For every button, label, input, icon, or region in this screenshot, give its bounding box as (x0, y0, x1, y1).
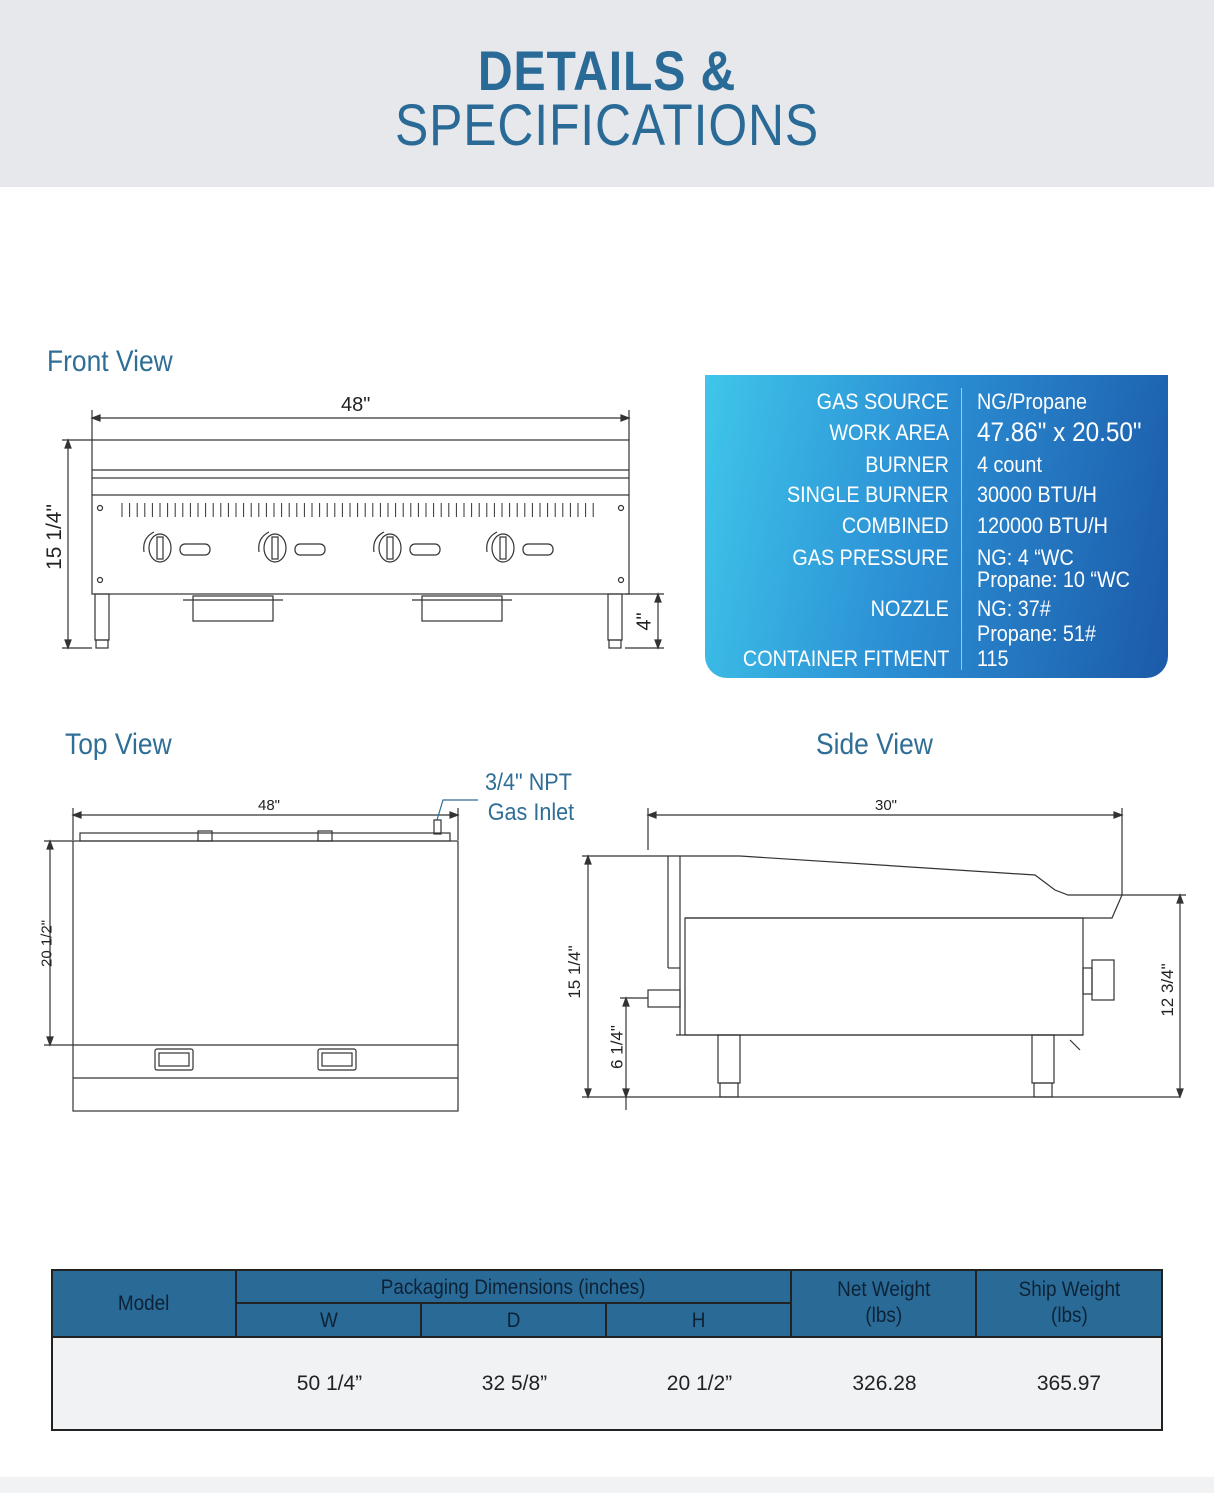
spec-label-combined: COMBINED (842, 513, 949, 538)
spec-value-single-burner: 30000 BTU/H (977, 482, 1097, 507)
gas-inlet-note-line1: 3/4" NPT (485, 769, 572, 796)
th-d: D (422, 1304, 607, 1336)
spec-value-work-area: 47.86" x 20.50" (977, 417, 1142, 447)
front-leg-label: 4" (633, 612, 656, 631)
spec-value-burner: 4 count (977, 452, 1042, 477)
spec-label-single-burner: SINGLE BURNER (787, 482, 949, 507)
th-net-weight: Net Weight (lbs) (792, 1271, 977, 1336)
gas-inlet-note-line2: Gas Inlet (487, 799, 575, 826)
spec-value-gas-pressure-ng: NG: 4 “WC (977, 545, 1074, 570)
td-w: 50 1/4” (296, 1372, 363, 1395)
top-view-title: Top View (65, 728, 172, 761)
side-height-label: 15 1/4" (565, 945, 584, 999)
front-width-label: 48" (341, 394, 371, 416)
th-w: W (237, 1304, 422, 1336)
top-width-label: 48" (258, 797, 281, 814)
footer-band (0, 1477, 1214, 1493)
spec-value-combined: 120000 BTU/H (977, 513, 1108, 538)
spec-label-gas-pressure: GAS PRESSURE (792, 545, 949, 570)
td-h: 20 1/2” (666, 1372, 733, 1395)
th-model: Model (53, 1271, 237, 1336)
td-net-weight: 326.28 (852, 1372, 917, 1395)
spec-value-container-fitment: 115 (977, 646, 1009, 671)
spec-label-work-area: WORK AREA (829, 420, 949, 445)
spec-label-container-fitment: CONTAINER FITMENT (742, 646, 949, 671)
top-depth-label: 20 1/2" (38, 919, 56, 968)
spec-label-nozzle: NOZZLE (870, 596, 949, 621)
spec-value-nozzle-propane: Propane: 51# (977, 621, 1096, 646)
side-depth-label: 30" (875, 797, 898, 814)
spec-label-burner: BURNER (865, 452, 949, 477)
page-title-line1: DETAILS & (477, 39, 737, 102)
td-d: 32 5/8” (481, 1372, 548, 1395)
th-h: H (607, 1304, 792, 1336)
spec-value-gas-source: NG/Propane (977, 389, 1088, 414)
side-view-title: Side View (816, 728, 933, 761)
side-inlet-height-label: 6 1/4" (607, 1025, 627, 1069)
spec-label-gas-source: GAS SOURCE (816, 389, 949, 414)
td-ship-weight: 365.97 (1036, 1372, 1102, 1395)
th-packaging: Packaging Dimensions (inches) (237, 1271, 792, 1304)
front-height-label: 15 1/4" (43, 504, 66, 570)
th-ship-weight: Ship Weight (lbs) (977, 1271, 1161, 1336)
page-title-line2: SPECIFICATIONS (394, 93, 820, 158)
spec-value-gas-pressure-propane: Propane: 10 “WC (977, 567, 1130, 592)
spec-value-nozzle-ng: NG: 37# (977, 596, 1051, 621)
side-rear-height-label: 12 3/4" (1158, 963, 1177, 1017)
front-view-title: Front View (47, 345, 173, 378)
